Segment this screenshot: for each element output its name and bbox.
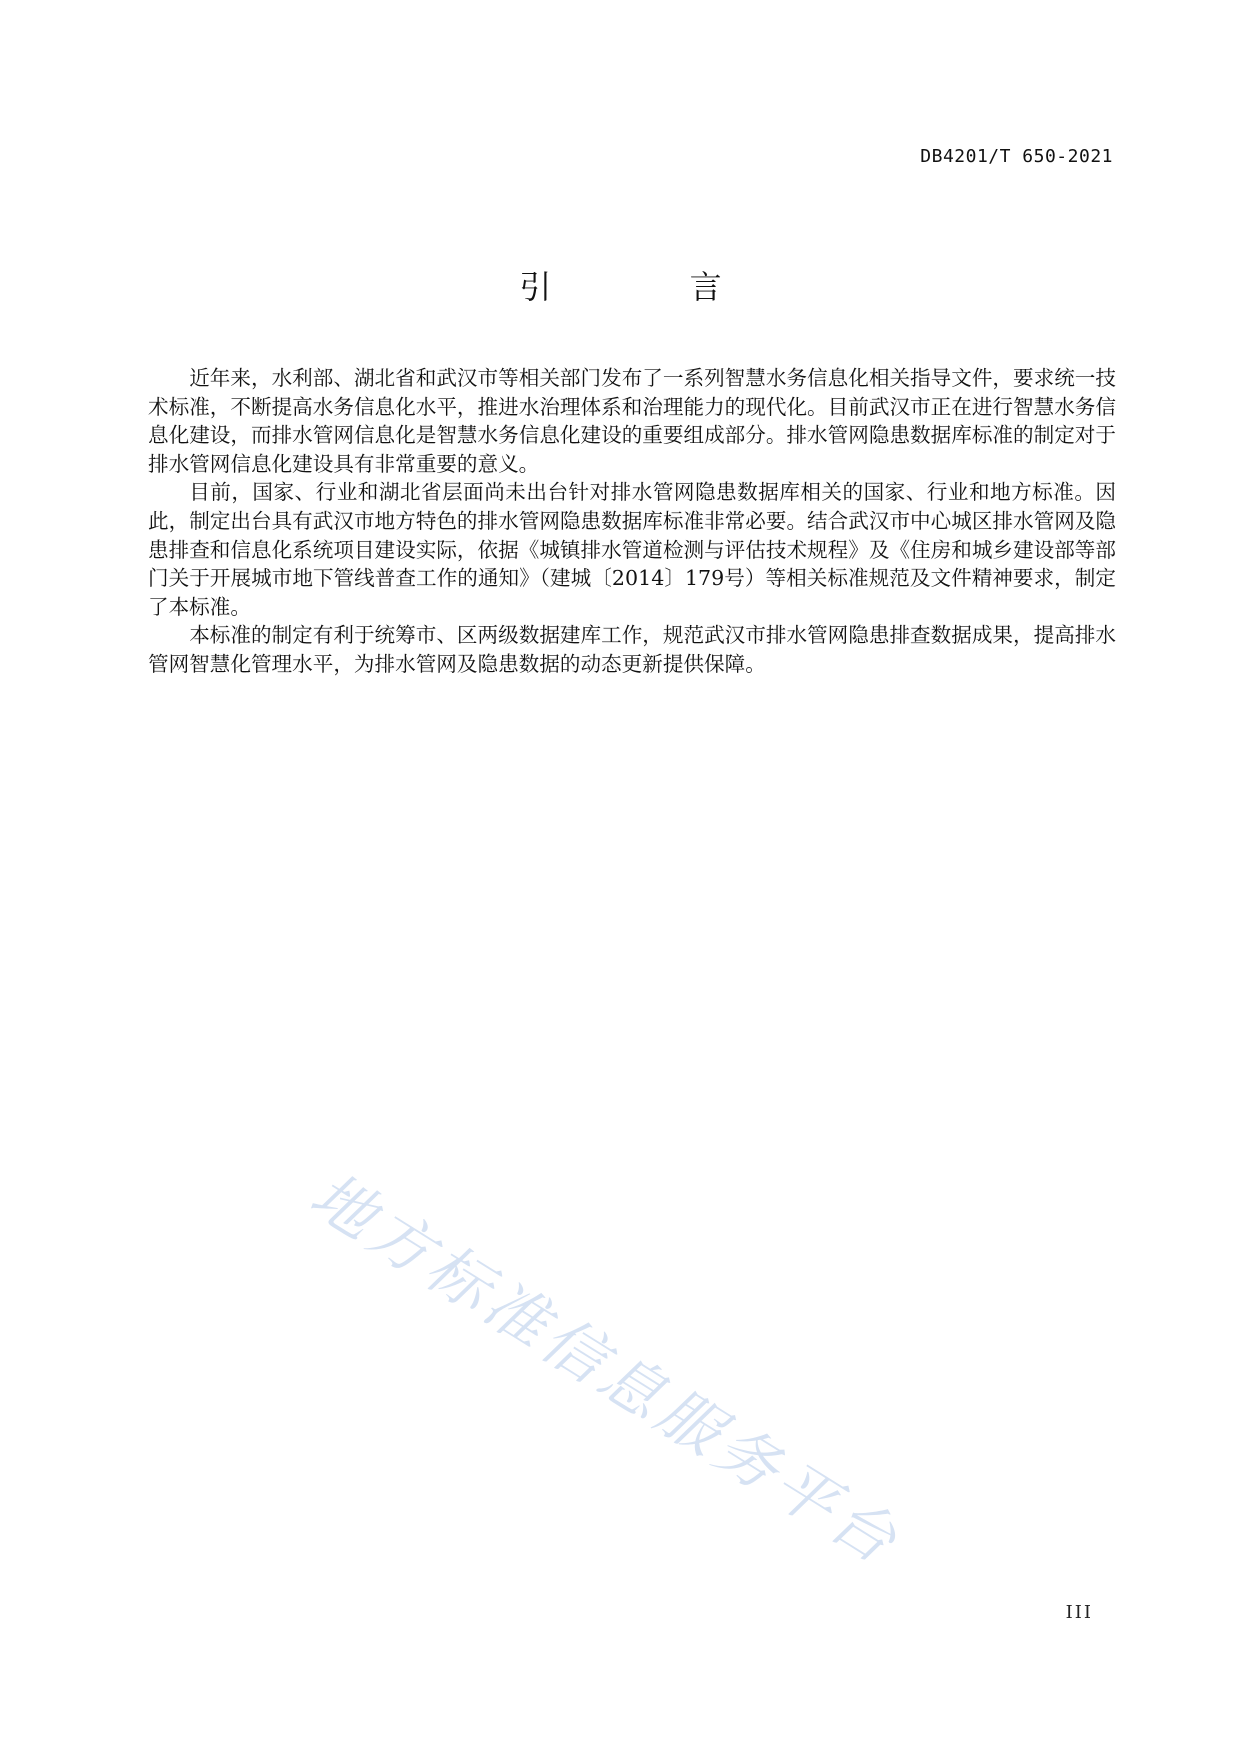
paragraph: 本标准的制定有利于统筹市、区两级数据建库工作，规范武汉市排水管网隐患排查数据成果，提高排水管网智慧化管理水平，为排水管网及隐患数据的动态更新提供保障。 <box>148 623 1116 676</box>
watermark: 地方标准信息服务平台 <box>298 1157 914 1581</box>
page-title: 引 言 <box>519 268 786 306</box>
document-code: DB4201/T 650-2021 <box>920 146 1113 167</box>
paragraph: 近年来，水利部、湖北省和武汉市等相关部门发布了一系列智慧水务信息化相关指导文件，要求统一技术标准，不断提高水务信息化水平，推进水治理体系和治理能力的现代化。目前武汉市正在进行智慧水务信息化建设，而排水管网信息化是智慧水务信息化建设的重要组成部分。排水管网隐患数据库标准的制定对于排水管网信息化建设具有非常重要的意义。 <box>148 366 1116 476</box>
paragraph: 目前，国家、行业和湖北省层面尚未出台针对排水管网隐患数据库相关的国家、行业和地方标准。因此，制定出台具有武汉市地方特色的排水管网隐患数据库标准非常必要。结合武汉市中心城区排水管网及隐患排查和信息化系统项目建设实际，依据《城镇排水管道检测与评估技术规程》及《住房和城乡建设部等部门关于开展城市地下管线普查工作的通知》（建城〔2014〕179号）等相关标准规范及文件精神要求，制定了本标准。 <box>148 480 1116 619</box>
body-text <box>148 364 1116 679</box>
page-number: III <box>1065 1602 1093 1623</box>
